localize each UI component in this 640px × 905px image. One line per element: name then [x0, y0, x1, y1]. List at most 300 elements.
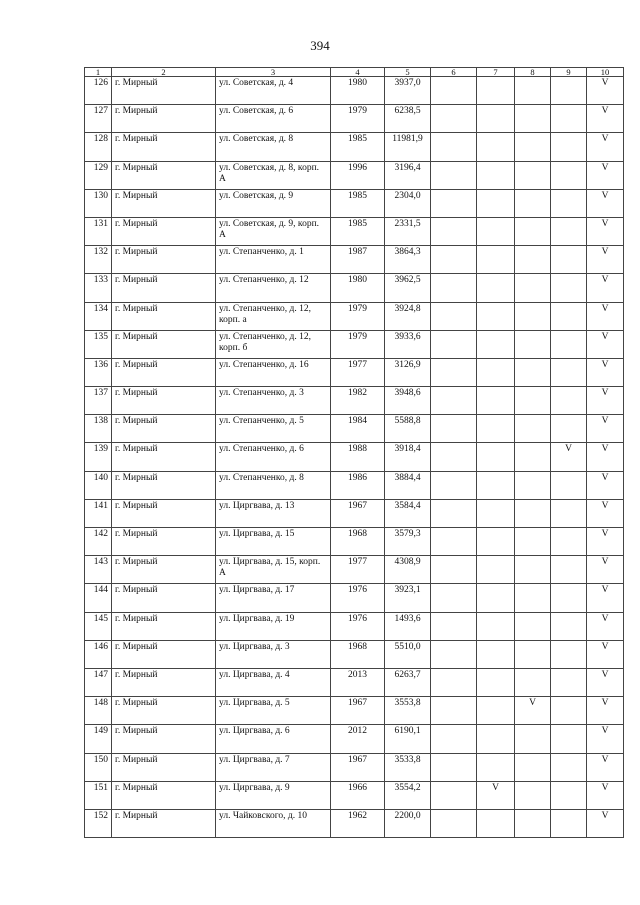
address-cell: ул. Степанченко, д. 12: [216, 274, 331, 302]
city-cell: г. Мирный: [112, 274, 216, 302]
column-10-mark-cell: V: [587, 189, 624, 217]
year-built-cell: 1968: [331, 640, 385, 668]
column-header: 2: [112, 68, 216, 77]
address-cell: ул. Циргвава, д. 19: [216, 612, 331, 640]
row-number-cell: 143: [85, 556, 112, 584]
city-cell: г. Мирный: [112, 358, 216, 386]
table-row: [85, 612, 624, 640]
table-row: [85, 556, 624, 584]
column-8-mark-cell: [515, 612, 551, 640]
column-8-mark-cell: [515, 471, 551, 499]
address-cell: ул. Советская, д. 9: [216, 189, 331, 217]
city-cell: г. Мирный: [112, 640, 216, 668]
column-6-mark-cell: [431, 443, 477, 471]
column-9-mark-cell: [551, 302, 587, 330]
column-10-mark-cell: V: [587, 217, 624, 245]
column-10-mark-cell: V: [587, 725, 624, 753]
year-built-cell: 1985: [331, 189, 385, 217]
table-row: [85, 189, 624, 217]
row-number-cell: 139: [85, 443, 112, 471]
table-row: [85, 584, 624, 612]
address-cell: ул. Степанченко, д. 1: [216, 246, 331, 274]
address-cell: ул. Циргвава, д. 3: [216, 640, 331, 668]
year-built-cell: 1980: [331, 274, 385, 302]
area-cell: 4308,9: [385, 556, 431, 584]
column-8-mark-cell: [515, 302, 551, 330]
column-6-mark-cell: [431, 246, 477, 274]
address-cell: ул. Чайковского, д. 10: [216, 809, 331, 837]
city-cell: г. Мирный: [112, 330, 216, 358]
column-8-mark-cell: [515, 556, 551, 584]
column-6-mark-cell: [431, 668, 477, 696]
row-number-cell: 138: [85, 415, 112, 443]
column-8-mark-cell: [515, 415, 551, 443]
city-cell: г. Мирный: [112, 415, 216, 443]
column-8-mark-cell: [515, 133, 551, 161]
column-7-mark-cell: [477, 809, 515, 837]
column-6-mark-cell: [431, 415, 477, 443]
column-header: 4: [331, 68, 385, 77]
column-10-mark-cell: V: [587, 443, 624, 471]
column-9-mark-cell: [551, 358, 587, 386]
year-built-cell: 1976: [331, 584, 385, 612]
table-row: [85, 217, 624, 245]
area-cell: 6263,7: [385, 668, 431, 696]
address-cell: ул. Советская, д. 9, корп. А: [216, 217, 331, 245]
column-9-mark-cell: [551, 809, 587, 837]
year-built-cell: 1982: [331, 387, 385, 415]
column-7-mark-cell: [477, 556, 515, 584]
row-number-cell: 128: [85, 133, 112, 161]
city-cell: г. Мирный: [112, 246, 216, 274]
column-header: 3: [216, 68, 331, 77]
row-number-cell: 140: [85, 471, 112, 499]
row-number-cell: 129: [85, 161, 112, 189]
column-8-mark-cell: [515, 640, 551, 668]
area-cell: 3924,8: [385, 302, 431, 330]
column-10-mark-cell: V: [587, 133, 624, 161]
year-built-cell: 1985: [331, 217, 385, 245]
column-6-mark-cell: [431, 189, 477, 217]
table-row: [85, 358, 624, 386]
row-number-cell: 145: [85, 612, 112, 640]
column-9-mark-cell: [551, 189, 587, 217]
column-8-mark-cell: [515, 584, 551, 612]
column-8-mark-cell: [515, 499, 551, 527]
column-10-mark-cell: V: [587, 612, 624, 640]
column-7-mark-cell: [477, 274, 515, 302]
row-number-cell: 137: [85, 387, 112, 415]
column-9-mark-cell: [551, 246, 587, 274]
column-7-mark-cell: [477, 105, 515, 133]
year-built-cell: 1967: [331, 753, 385, 781]
column-7-mark-cell: [477, 668, 515, 696]
address-cell: ул. Циргвава, д. 6: [216, 725, 331, 753]
year-built-cell: 1988: [331, 443, 385, 471]
column-7-mark-cell: [477, 246, 515, 274]
column-9-mark-cell: [551, 556, 587, 584]
address-cell: ул. Циргвава, д. 15, корп. А: [216, 556, 331, 584]
column-9-mark-cell: [551, 697, 587, 725]
table-row: [85, 105, 624, 133]
year-built-cell: 1966: [331, 781, 385, 809]
column-10-mark-cell: V: [587, 753, 624, 781]
row-number-cell: 132: [85, 246, 112, 274]
column-6-mark-cell: [431, 612, 477, 640]
city-cell: г. Мирный: [112, 161, 216, 189]
row-number-cell: 147: [85, 668, 112, 696]
city-cell: г. Мирный: [112, 809, 216, 837]
column-10-mark-cell: V: [587, 668, 624, 696]
address-cell: ул. Степанченко, д. 3: [216, 387, 331, 415]
column-6-mark-cell: [431, 528, 477, 556]
column-header: 7: [477, 68, 515, 77]
column-6-mark-cell: [431, 471, 477, 499]
column-7-mark-cell: [477, 640, 515, 668]
column-7-mark-cell: [477, 443, 515, 471]
column-10-mark-cell: V: [587, 471, 624, 499]
year-built-cell: 1979: [331, 330, 385, 358]
column-9-mark-cell: [551, 415, 587, 443]
year-built-cell: 1967: [331, 697, 385, 725]
column-8-mark-cell: [515, 358, 551, 386]
column-7-mark-cell: [477, 471, 515, 499]
city-cell: г. Мирный: [112, 612, 216, 640]
column-9-mark-cell: [551, 612, 587, 640]
row-number-cell: 151: [85, 781, 112, 809]
column-header: 1: [85, 68, 112, 77]
column-10-mark-cell: V: [587, 274, 624, 302]
area-cell: 3584,4: [385, 499, 431, 527]
area-cell: 3937,0: [385, 77, 431, 105]
column-8-mark-cell: [515, 387, 551, 415]
column-9-mark-cell: [551, 105, 587, 133]
table-row: [85, 161, 624, 189]
column-8-mark-cell: [515, 725, 551, 753]
address-cell: ул. Степанченко, д. 12, корп. б: [216, 330, 331, 358]
city-cell: г. Мирный: [112, 668, 216, 696]
column-10-mark-cell: V: [587, 302, 624, 330]
city-cell: г. Мирный: [112, 217, 216, 245]
address-cell: ул. Циргвава, д. 5: [216, 697, 331, 725]
column-6-mark-cell: [431, 499, 477, 527]
column-header: 8: [515, 68, 551, 77]
area-cell: 2331,5: [385, 217, 431, 245]
column-6-mark-cell: [431, 161, 477, 189]
table-row: [85, 246, 624, 274]
area-cell: 3933,6: [385, 330, 431, 358]
table-row: [85, 668, 624, 696]
address-cell: ул. Циргвава, д. 7: [216, 753, 331, 781]
table-row: [85, 471, 624, 499]
column-9-mark-cell: [551, 753, 587, 781]
address-cell: ул. Степанченко, д. 5: [216, 415, 331, 443]
row-number-cell: 126: [85, 77, 112, 105]
row-number-cell: 148: [85, 697, 112, 725]
column-8-mark-cell: [515, 246, 551, 274]
area-cell: 3864,3: [385, 246, 431, 274]
column-6-mark-cell: [431, 753, 477, 781]
column-7-mark-cell: [477, 415, 515, 443]
column-10-mark-cell: V: [587, 330, 624, 358]
column-6-mark-cell: [431, 133, 477, 161]
address-cell: ул. Советская, д. 4: [216, 77, 331, 105]
column-10-mark-cell: V: [587, 584, 624, 612]
row-number-cell: 127: [85, 105, 112, 133]
address-cell: ул. Циргвава, д. 15: [216, 528, 331, 556]
column-10-mark-cell: V: [587, 161, 624, 189]
address-cell: ул. Циргвава, д. 13: [216, 499, 331, 527]
column-6-mark-cell: [431, 809, 477, 837]
column-9-mark-cell: [551, 330, 587, 358]
table-row: [85, 133, 624, 161]
address-cell: ул. Степанченко, д. 8: [216, 471, 331, 499]
year-built-cell: 1987: [331, 246, 385, 274]
column-7-mark-cell: [477, 697, 515, 725]
page-number: 394: [310, 38, 330, 53]
city-cell: г. Мирный: [112, 528, 216, 556]
area-cell: 6238,5: [385, 105, 431, 133]
city-cell: г. Мирный: [112, 77, 216, 105]
column-7-mark-cell: [477, 217, 515, 245]
column-8-mark-cell: [515, 668, 551, 696]
year-built-cell: 1968: [331, 528, 385, 556]
column-7-mark-cell: V: [477, 781, 515, 809]
column-8-mark-cell: [515, 781, 551, 809]
column-8-mark-cell: [515, 753, 551, 781]
column-9-mark-cell: [551, 528, 587, 556]
year-built-cell: 1962: [331, 809, 385, 837]
area-cell: 3196,4: [385, 161, 431, 189]
column-10-mark-cell: V: [587, 809, 624, 837]
table-row: [85, 499, 624, 527]
column-7-mark-cell: [477, 725, 515, 753]
year-built-cell: 1984: [331, 415, 385, 443]
year-built-cell: 1976: [331, 612, 385, 640]
column-8-mark-cell: V: [515, 697, 551, 725]
column-9-mark-cell: [551, 161, 587, 189]
column-10-mark-cell: V: [587, 387, 624, 415]
column-9-mark-cell: [551, 133, 587, 161]
area-cell: 2200,0: [385, 809, 431, 837]
column-header: 9: [551, 68, 587, 77]
address-cell: ул. Советская, д. 6: [216, 105, 331, 133]
area-cell: 3553,8: [385, 697, 431, 725]
column-9-mark-cell: V: [551, 443, 587, 471]
column-8-mark-cell: [515, 189, 551, 217]
column-10-mark-cell: V: [587, 105, 624, 133]
year-built-cell: 1985: [331, 133, 385, 161]
column-8-mark-cell: [515, 330, 551, 358]
row-number-cell: 146: [85, 640, 112, 668]
area-cell: 3884,4: [385, 471, 431, 499]
city-cell: г. Мирный: [112, 105, 216, 133]
address-cell: ул. Циргвава, д. 17: [216, 584, 331, 612]
city-cell: г. Мирный: [112, 556, 216, 584]
column-7-mark-cell: [477, 753, 515, 781]
area-cell: 3918,4: [385, 443, 431, 471]
column-6-mark-cell: [431, 274, 477, 302]
column-10-mark-cell: V: [587, 415, 624, 443]
column-6-mark-cell: [431, 584, 477, 612]
city-cell: г. Мирный: [112, 133, 216, 161]
row-number-cell: 144: [85, 584, 112, 612]
city-cell: г. Мирный: [112, 471, 216, 499]
column-7-mark-cell: [477, 358, 515, 386]
address-cell: ул. Циргвава, д. 9: [216, 781, 331, 809]
column-8-mark-cell: [515, 217, 551, 245]
column-6-mark-cell: [431, 105, 477, 133]
table-row: [85, 77, 624, 105]
city-cell: г. Мирный: [112, 189, 216, 217]
column-6-mark-cell: [431, 217, 477, 245]
row-number-cell: 141: [85, 499, 112, 527]
column-7-mark-cell: [477, 161, 515, 189]
row-number-cell: 134: [85, 302, 112, 330]
column-7-mark-cell: [477, 612, 515, 640]
city-cell: г. Мирный: [112, 443, 216, 471]
column-7-mark-cell: [477, 133, 515, 161]
area-cell: 3962,5: [385, 274, 431, 302]
column-8-mark-cell: [515, 443, 551, 471]
column-9-mark-cell: [551, 77, 587, 105]
address-cell: ул. Циргвава, д. 4: [216, 668, 331, 696]
column-7-mark-cell: [477, 584, 515, 612]
table-row: [85, 697, 624, 725]
column-6-mark-cell: [431, 697, 477, 725]
column-10-mark-cell: V: [587, 556, 624, 584]
year-built-cell: 1977: [331, 358, 385, 386]
area-cell: 3948,6: [385, 387, 431, 415]
area-cell: 2304,0: [385, 189, 431, 217]
address-cell: ул. Степанченко, д. 6: [216, 443, 331, 471]
column-8-mark-cell: [515, 809, 551, 837]
column-10-mark-cell: V: [587, 781, 624, 809]
column-10-mark-cell: V: [587, 77, 624, 105]
column-10-mark-cell: V: [587, 640, 624, 668]
column-9-mark-cell: [551, 471, 587, 499]
table-row: [85, 725, 624, 753]
column-10-mark-cell: V: [587, 246, 624, 274]
column-9-mark-cell: [551, 217, 587, 245]
column-7-mark-cell: [477, 302, 515, 330]
column-8-mark-cell: [515, 274, 551, 302]
city-cell: г. Мирный: [112, 387, 216, 415]
year-built-cell: 1979: [331, 105, 385, 133]
table-row: [85, 330, 624, 358]
address-cell: ул. Степанченко, д. 12, корп. а: [216, 302, 331, 330]
area-cell: 6190,1: [385, 725, 431, 753]
row-number-cell: 135: [85, 330, 112, 358]
area-cell: 3923,1: [385, 584, 431, 612]
table-row: [85, 640, 624, 668]
table-row: [85, 443, 624, 471]
area-cell: 5510,0: [385, 640, 431, 668]
table-row: [85, 781, 624, 809]
column-9-mark-cell: [551, 725, 587, 753]
table-row: [85, 274, 624, 302]
row-number-cell: 142: [85, 528, 112, 556]
column-9-mark-cell: [551, 499, 587, 527]
year-built-cell: 1977: [331, 556, 385, 584]
city-cell: г. Мирный: [112, 753, 216, 781]
area-cell: 3533,8: [385, 753, 431, 781]
city-cell: г. Мирный: [112, 302, 216, 330]
area-cell: 3126,9: [385, 358, 431, 386]
table-row: [85, 387, 624, 415]
row-number-cell: 131: [85, 217, 112, 245]
city-cell: г. Мирный: [112, 697, 216, 725]
column-header: 6: [431, 68, 477, 77]
city-cell: г. Мирный: [112, 725, 216, 753]
column-number-header-row: [85, 68, 624, 77]
year-built-cell: 2012: [331, 725, 385, 753]
area-cell: 11981,9: [385, 133, 431, 161]
year-built-cell: 1996: [331, 161, 385, 189]
row-number-cell: 150: [85, 753, 112, 781]
year-built-cell: 1980: [331, 77, 385, 105]
column-10-mark-cell: V: [587, 499, 624, 527]
area-cell: 1493,6: [385, 612, 431, 640]
area-cell: 3554,2: [385, 781, 431, 809]
column-9-mark-cell: [551, 584, 587, 612]
column-7-mark-cell: [477, 528, 515, 556]
column-6-mark-cell: [431, 77, 477, 105]
column-header: 5: [385, 68, 431, 77]
year-built-cell: 1967: [331, 499, 385, 527]
year-built-cell: 1986: [331, 471, 385, 499]
address-cell: ул. Советская, д. 8, корп. А: [216, 161, 331, 189]
column-6-mark-cell: [431, 781, 477, 809]
row-number-cell: 152: [85, 809, 112, 837]
column-6-mark-cell: [431, 387, 477, 415]
column-10-mark-cell: V: [587, 358, 624, 386]
table-row: [85, 302, 624, 330]
housing-register-table: [84, 67, 624, 838]
column-8-mark-cell: [515, 77, 551, 105]
column-9-mark-cell: [551, 274, 587, 302]
table-row: [85, 415, 624, 443]
column-9-mark-cell: [551, 781, 587, 809]
column-header: 10: [587, 68, 624, 77]
city-cell: г. Мирный: [112, 584, 216, 612]
table-row: [85, 809, 624, 837]
city-cell: г. Мирный: [112, 499, 216, 527]
column-6-mark-cell: [431, 358, 477, 386]
area-cell: 3579,3: [385, 528, 431, 556]
column-6-mark-cell: [431, 302, 477, 330]
address-cell: ул. Степанченко, д. 16: [216, 358, 331, 386]
column-7-mark-cell: [477, 77, 515, 105]
column-10-mark-cell: V: [587, 528, 624, 556]
column-6-mark-cell: [431, 556, 477, 584]
address-cell: ул. Советская, д. 8: [216, 133, 331, 161]
column-10-mark-cell: V: [587, 697, 624, 725]
column-7-mark-cell: [477, 189, 515, 217]
column-7-mark-cell: [477, 387, 515, 415]
row-number-cell: 133: [85, 274, 112, 302]
column-8-mark-cell: [515, 528, 551, 556]
column-8-mark-cell: [515, 105, 551, 133]
table-row: [85, 528, 624, 556]
column-7-mark-cell: [477, 499, 515, 527]
column-6-mark-cell: [431, 640, 477, 668]
column-9-mark-cell: [551, 640, 587, 668]
column-7-mark-cell: [477, 330, 515, 358]
row-number-cell: 149: [85, 725, 112, 753]
column-9-mark-cell: [551, 387, 587, 415]
column-9-mark-cell: [551, 668, 587, 696]
